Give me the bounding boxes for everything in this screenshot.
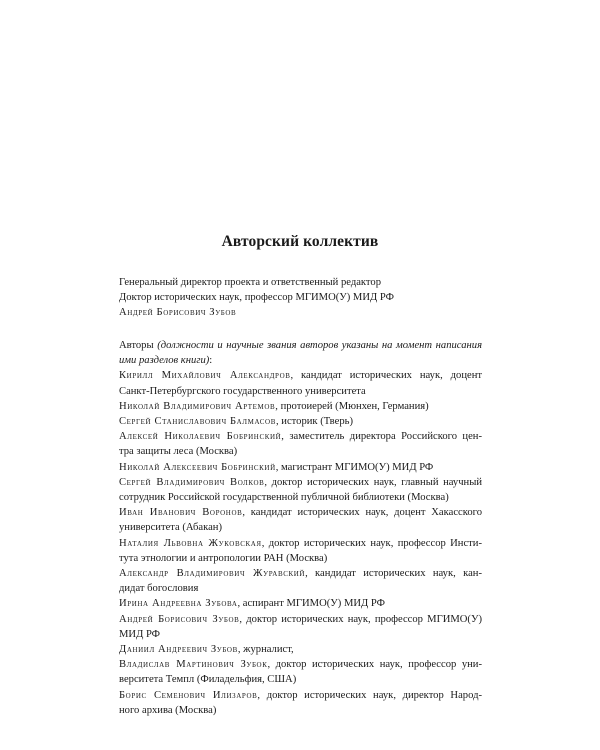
author-entry bbox=[119, 688, 482, 703]
author-desc-cont: ного архива (Москва) bbox=[119, 704, 217, 716]
page-title: Авторский коллектив bbox=[221, 233, 379, 250]
author-entry bbox=[119, 642, 482, 657]
authors-list bbox=[119, 338, 482, 718]
authors-intro-lead: Авторы bbox=[119, 340, 158, 351]
authors-intro-line1 bbox=[119, 338, 482, 353]
author-desc: , доктор исторических наук, профессор уни- bbox=[267, 659, 482, 671]
author-name: Даниил Андреевич Зубов bbox=[119, 644, 238, 656]
author-entry bbox=[119, 612, 482, 627]
editor-name: Андрей Борисович Зубов bbox=[119, 307, 237, 319]
authors-intro-note: (должности и научные звания авторов указаны на момент написания bbox=[157, 340, 482, 351]
author-desc: , доктор исторических наук, директор Народ- bbox=[257, 689, 482, 701]
author-name: Николай Владимирович Артемов bbox=[119, 400, 276, 412]
editor-block bbox=[119, 275, 482, 321]
author-name: Андрей Борисович Зубов bbox=[119, 613, 240, 625]
author-desc: , кандидат исторических наук, кан- bbox=[305, 568, 482, 580]
author-desc-cont: МИД РФ bbox=[119, 628, 161, 640]
editor-degree: Доктор исторических наук, профессор МГИМО(У) МИД РФ bbox=[119, 292, 394, 304]
author-desc-cont: верситета Темпл (Филадельфия, США) bbox=[119, 674, 297, 686]
author-name: Борис Семенович Илизаров bbox=[119, 689, 258, 701]
author-entry bbox=[119, 414, 482, 429]
author-desc: , аспирант МГИМО(У) МИД РФ bbox=[237, 598, 385, 610]
author-name: Алексей Николаевич Бобринский bbox=[119, 431, 282, 443]
author-entry bbox=[119, 399, 482, 414]
author-desc: , кандидат исторических наук, доцент bbox=[290, 370, 482, 382]
author-desc: , доктор исторических наук, профессор МГИМО(У) bbox=[239, 613, 482, 625]
author-entry bbox=[119, 368, 482, 383]
author-name: Кирилл Михайлович Александров bbox=[119, 370, 291, 382]
author-desc-cont: сотрудник Российской государственной публичной библиотеки (Москва) bbox=[119, 492, 449, 504]
author-desc: , магистрант МГИМО(У) МИД РФ bbox=[275, 461, 434, 473]
author-name: Александр Владимирович Журавский bbox=[119, 568, 306, 580]
author-desc-cont: университета (Абакан) bbox=[119, 522, 223, 534]
author-desc: , доктор исторических наук, главный научный bbox=[264, 476, 482, 488]
author-entry bbox=[119, 657, 482, 672]
author-entry bbox=[119, 429, 482, 444]
author-desc: , доктор исторических наук, профессор Инсти- bbox=[261, 537, 482, 549]
author-desc: , кандидат исторических наук, доцент Хакасского bbox=[242, 507, 483, 519]
author-entry bbox=[119, 536, 482, 551]
author-name: Сергей Владимирович Волков bbox=[119, 476, 265, 488]
author-desc-cont: Санкт-Петербургского государственного университета bbox=[119, 385, 366, 397]
authors-intro-tail: : bbox=[209, 355, 213, 367]
author-desc: , заместитель директора Российского цен- bbox=[281, 431, 482, 443]
author-name: Николай Алексеевич Бобринский bbox=[119, 461, 276, 473]
author-desc-cont: тута этнологии и антропологии РАН (Москва) bbox=[119, 552, 328, 564]
editor-role: Генеральный директор проекта и ответственный редактор bbox=[119, 277, 382, 288]
author-entry bbox=[119, 566, 482, 581]
author-entry bbox=[119, 505, 482, 520]
author-name: Ирина Андреевна Зубова bbox=[119, 598, 238, 610]
authors-intro-note-cont: ими разделов книги) bbox=[119, 355, 210, 367]
author-entry bbox=[119, 460, 482, 475]
author-entry bbox=[119, 475, 482, 490]
author-name: Иван Иванович Воронов bbox=[119, 507, 243, 519]
author-desc-cont: тра защиты леса (Москва) bbox=[119, 446, 238, 458]
authors-intro-line2 bbox=[119, 353, 482, 368]
author-desc-cont: дидат богословия bbox=[119, 583, 199, 595]
author-entry bbox=[119, 596, 482, 611]
author-desc: , журналист, bbox=[237, 644, 294, 656]
author-desc: , историк (Тверь) bbox=[275, 416, 353, 428]
author-name: Владислав Мартинович Зубок bbox=[119, 659, 268, 671]
author-desc: , протоиерей (Мюнхен, Германия) bbox=[275, 400, 429, 412]
author-name: Наталия Львовна Жуковская bbox=[119, 537, 262, 549]
author-name: Сергей Станиславович Балмасов bbox=[119, 416, 276, 428]
